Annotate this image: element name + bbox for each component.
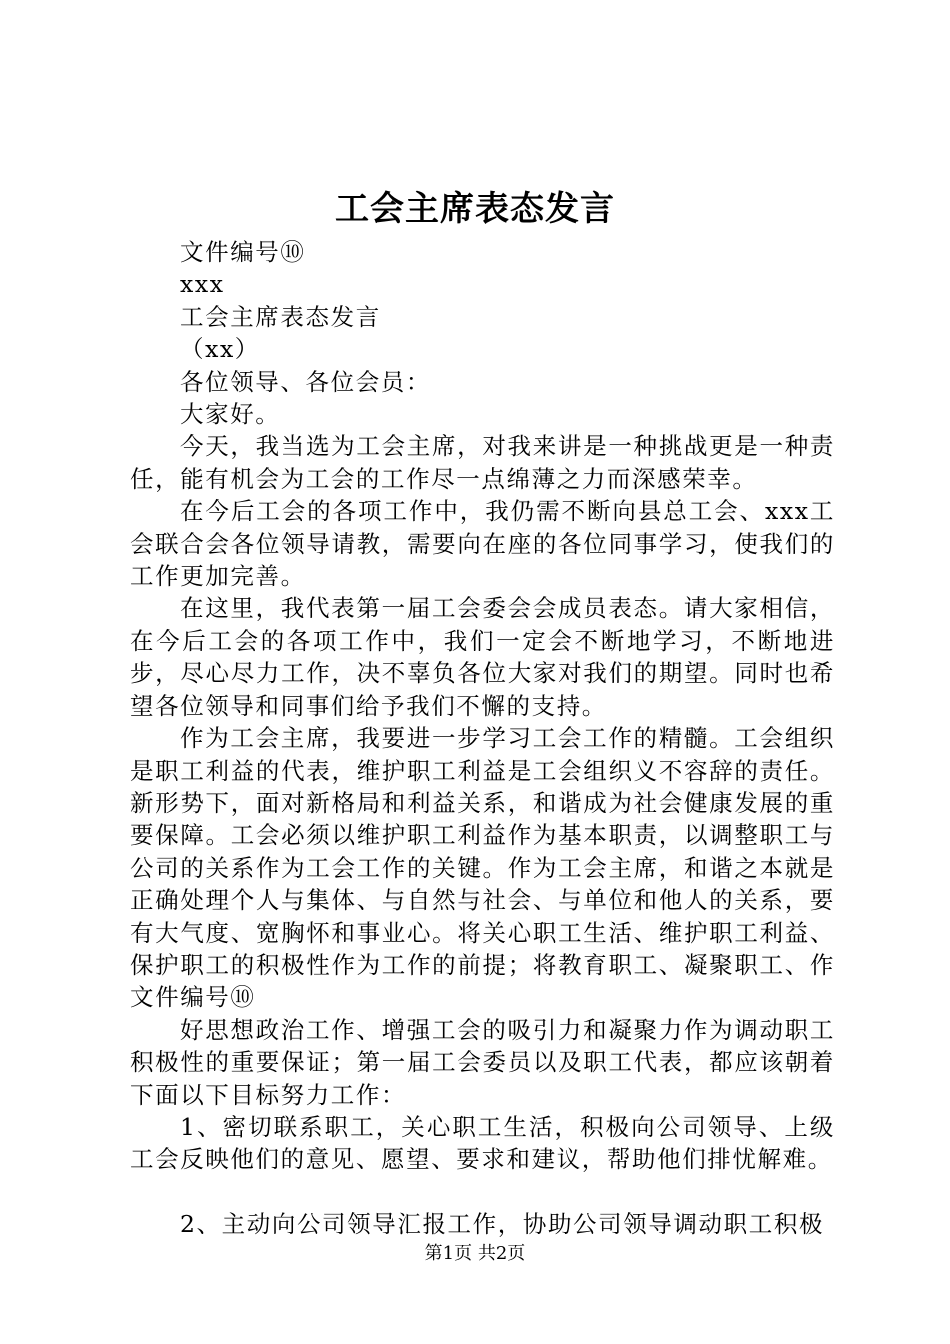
paragraph: 作为工会主席，我要进一步学习工会工作的精髓。工会组织是职工利益的代表，维护职工利益是工会组织义不容辞的责任。新形势下，面对新格局和利益关系，和谐成为社会健康发展的重要保障。工会必须以维护职工利益作为基本职责，以调整职工与公司的关系作为工会工作的关键。作为工会主席，和谐之本就是正确处理个人与集体、与自然与社会、与单位和他人的关系，要有大气度、宽胸怀和事业心。将关心职工生活、维护职工利益、保护职工的积极性作为工作的前提；将教育职工、凝聚职工、作文件编号⑩ (130, 724, 835, 1012)
file-number-line: 文件编号⑩ (180, 238, 306, 266)
document-body (130, 236, 835, 1240)
paragraph: 在今后工会的各项工作中，我仍需不断向县总工会、xxx工会联合会各位领导请教，需要向在座的各位同事学习，使我们的工作更加完善。 (130, 497, 835, 591)
salutation-line: 各位领导、各位会员： (180, 367, 431, 396)
paragraph: 在这里，我代表第一届工会委会会成员表态。请大家相信，在今后工会的各项工作中，我们一定会不断地学习，不断地进步，尽心尽力工作，决不辜负各位大家对我们的期望。同时也希望各位领导和同事们给予我们不懈的支持。 (130, 594, 835, 720)
paragraph: 好思想政治工作、增强工会的吸引力和凝聚力作为调动职工积极性的重要保证；第一届工会委员以及职工代表，都应该朝着下面以下目标努力工作： (130, 1015, 835, 1109)
placeholder-line: xxx (180, 270, 225, 299)
subtitle-line: 工会主席表态发言 (180, 302, 381, 331)
paragraph: 今天，我当选为工会主席，对我来讲是一种挑战更是一种责任，能有机会为工会的工作尽一点绵薄之力而深感荣幸。 (130, 432, 835, 493)
year-line: （xx） (180, 335, 260, 364)
paragraph-gap (130, 1176, 835, 1208)
document-title: 工会主席表态发言 (335, 189, 615, 229)
list-item: 2、主动向公司领导汇报工作，协助公司领导调动职工积极 (180, 1209, 825, 1238)
page-footer: 第1页 共2页 (424, 1243, 526, 1264)
list-item: 1、密切联系职工，关心职工生活，积极向公司领导、上级工会反映他们的意见、愿望、要求和建议，帮助他们排忧解难。 (130, 1112, 835, 1174)
greeting-line: 大家好。 (180, 400, 281, 429)
